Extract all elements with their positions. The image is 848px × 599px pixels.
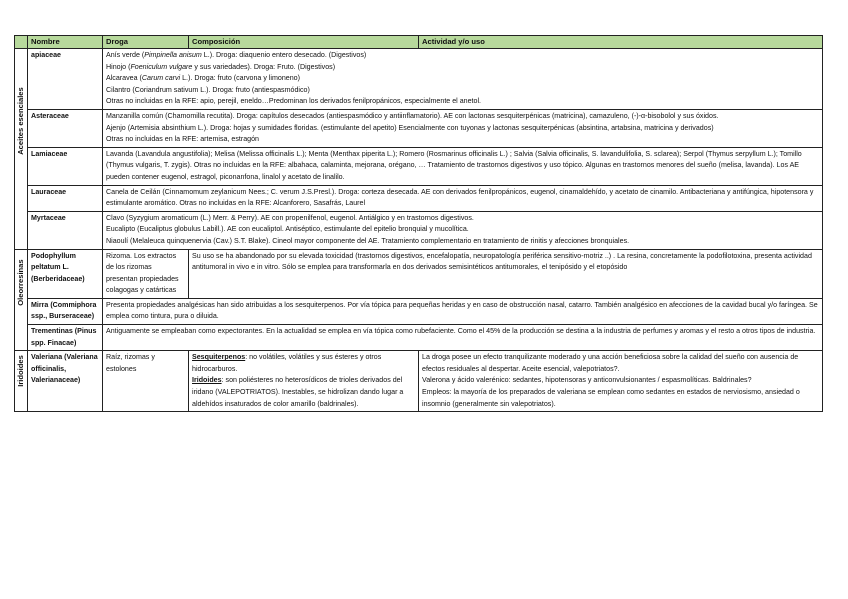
composition-cell: Sesquiterpenos: no volátiles, volátiles y sus ésteres y otros hidrocarburos. Iridoides: son poliésteres no heterosídicos de trioles derivados del iridano (VALEPOTRIATOS). Inestables, se hidrolizan dando lugar a aldehídos insaturados de color amarillo (baldrinales). bbox=[189, 351, 419, 412]
pharmacognosy-table bbox=[14, 35, 823, 412]
table-row-mirra bbox=[15, 298, 823, 324]
family-name: apiaceae bbox=[28, 49, 103, 110]
family-description: Manzanilla común (Chamomilla recutita). Droga: capítulos desecados (antiespasmódico y antiinflamatorio). AE con lactonas sesquiterpénicas (matricina), camazuleno, (-)-α-bisobolol y sus óxidos. Ajenjo (Artemisia absinthium L.). Droga: hojas y sumidades floridas. (estimulante del apetito) Esencialmente con tuyonas y lactonas sesquiterpénicas (absintina, artabsina, matricina y derivados) Otras no incluidas en la RFE: artemisa, estragón bbox=[103, 109, 823, 147]
header-droga: Droga bbox=[103, 36, 189, 49]
family-description: Anís verde (Pimpinella anisum L.). Droga: diaquenio entero desecado. (Digestivos) Hinojo (Foeniculum vulgare y sus variedades). Droga: Fruto. (Digestivos) Alcaravea (Carum carvi L.). Droga: fruto (carvona y limoneno) Cilantro (Coriandrum sativum L.). Droga: fruto (antiespasmódico) Otras no incluidas en la RFE: apio, perejil, eneldo…Predominan los derivados fenilpropánicos, especialmente el anetol. bbox=[103, 49, 823, 110]
family-name: Lauraceae bbox=[28, 185, 103, 211]
table-row-lauraceae bbox=[15, 185, 823, 211]
header-actividad: Actividad y/o uso bbox=[419, 36, 823, 49]
family-name: Asteraceae bbox=[28, 109, 103, 147]
species-name: Podophyllum peltatum L. (Berberidaceae) bbox=[28, 249, 103, 298]
group-oleorresinas bbox=[15, 249, 28, 351]
group-aceites bbox=[15, 49, 28, 250]
table-row-myrtaceae bbox=[15, 211, 823, 249]
species-name: Mirra (Commiphora ssp., Burseraceae) bbox=[28, 298, 103, 324]
header-blank bbox=[15, 36, 28, 49]
species-name: Valeriana (Valeriana officinalis, Valerianaceae) bbox=[28, 351, 103, 412]
activity-cell: La droga posee un efecto tranquilizante moderado y una acción beneficiosa sobre la calidad del sueño con ausencia de efectos residuales al despertar. Aceite esencial, valepotriatos?. Valerona y ácido valerénico: sedantes, hipotensoras y anticonvulsionantes / espasmolíticas. Baldrinales? Empleos: la mayoría de los preparados de valeriana se emplean como sedantes en estados de nerviosismo, ansiedad o insomnio (generalmente sin valepotriatos). bbox=[419, 351, 823, 412]
family-description: Clavo (Syzygium aromaticum (L.) Merr. & Perry). AE con propenilfenol, eugenol. Antiálgico y en trastornos digestivos. Eucalipto (Eucaliptus globulus Labill.). AE con eucaliptol. Antiséptico, estimulante del epitelio bronquial y mucolítica. Niaoulí (Melaleuca quinquenervia (Cav.) S.T. Blake). Cineol mayor componente del AE. Tratamiento complementario en tratamiento de rinitis y afecciones bronquiales. bbox=[103, 211, 823, 249]
drug-cell: Rizoma. Los extractos de los rizomas presentan propiedades colagogas y catárticas bbox=[103, 249, 189, 298]
drug-cell: Raíz, rizomas y estolones bbox=[103, 351, 189, 412]
description-cell: Su uso se ha abandonado por su elevada toxicidad (trastornos digestivos, encefalopatía, neuropatología periférica sensitivo-motriz ..) . La resina, concretamente la podofilotoxina, presenta actividad antitumoral in vivo e in vitro. Sólo se emplea para transformarla en dos derivados semisintéticos antitumorales, el tenipósido y el etopósido bbox=[189, 249, 823, 298]
group-label-iridoides: Iridoides bbox=[16, 355, 26, 388]
family-name: Myrtaceae bbox=[28, 211, 103, 249]
table-row-asteraceae bbox=[15, 109, 823, 147]
table-row-apiaceae bbox=[15, 49, 823, 110]
description-cell: Antiguamente se empleaban como expectorantes. En la actualidad se emplea en vía tópica como rubefaciente. Como el 45% de la producción se destina a la industria de perfumes y aromas y el resto a otros tipos de industria. bbox=[103, 325, 823, 351]
group-label-oleorresinas: Oleorresinas bbox=[16, 259, 26, 306]
family-name: Lamiaceae bbox=[28, 147, 103, 185]
header-composicion: Composición bbox=[189, 36, 419, 49]
header-row bbox=[15, 36, 823, 49]
table-row-trementinas bbox=[15, 325, 823, 351]
description-cell: Presenta propiedades analgésicas han sido atribuidas a los sesquiterpenos. Por vía tópica para pequeñas heridas y en caso de obstrucción nasal, catarro. También analgésico en afecciones de la cavidad bucal y/o faríngea. Se emplea como tintura, pura o diluida. bbox=[103, 298, 823, 324]
header-nombre: Nombre bbox=[28, 36, 103, 49]
group-label-aceites: Aceites esenciales bbox=[16, 87, 26, 155]
species-name: Trementinas (Pinus spp. Finacae) bbox=[28, 325, 103, 351]
table-row-valeriana bbox=[15, 351, 823, 412]
group-iridoides bbox=[15, 351, 28, 412]
table-row-podophyllum bbox=[15, 249, 823, 298]
family-description: Lavanda (Lavandula angustifolia); Melisa (Melissa officinalis L.); Menta (Menthax piperita L.); Romero (Rosmarinus officinalis L.) ; Salvia (Salvia officinalis, S. lavandulifolia, S. sclarea); Serpol (Thymus serpyllum L.); Tomillo (Thymus vulgaris, T. zygis). Otras no incluidas en la RFE: albahaca, calaminta, mejorana, orégano, … Tratamiento de trastornos digestivos y uso tópico. Algunas en trastornos menores del sueño (melisa, lavanda). Los AE pueden contener eugenol, estragol, piconanfona, linalol y acetato de linalilo. bbox=[103, 147, 823, 185]
table-row-lamiaceae bbox=[15, 147, 823, 185]
family-description: Canela de Ceilán (Cinnamomum zeylanicum Nees.; C. verum J.S.Presl.). Droga: corteza desecada. AE con derivados fenilpropánicos, eugenol, cinamaldehído, y acetato de cinamilo. Antibacteriana y antifúngica, hipotensora y estimulante aromático. Otras no incluidas en la RFE: Alcanforero, Sasafrás, Laurel bbox=[103, 185, 823, 211]
